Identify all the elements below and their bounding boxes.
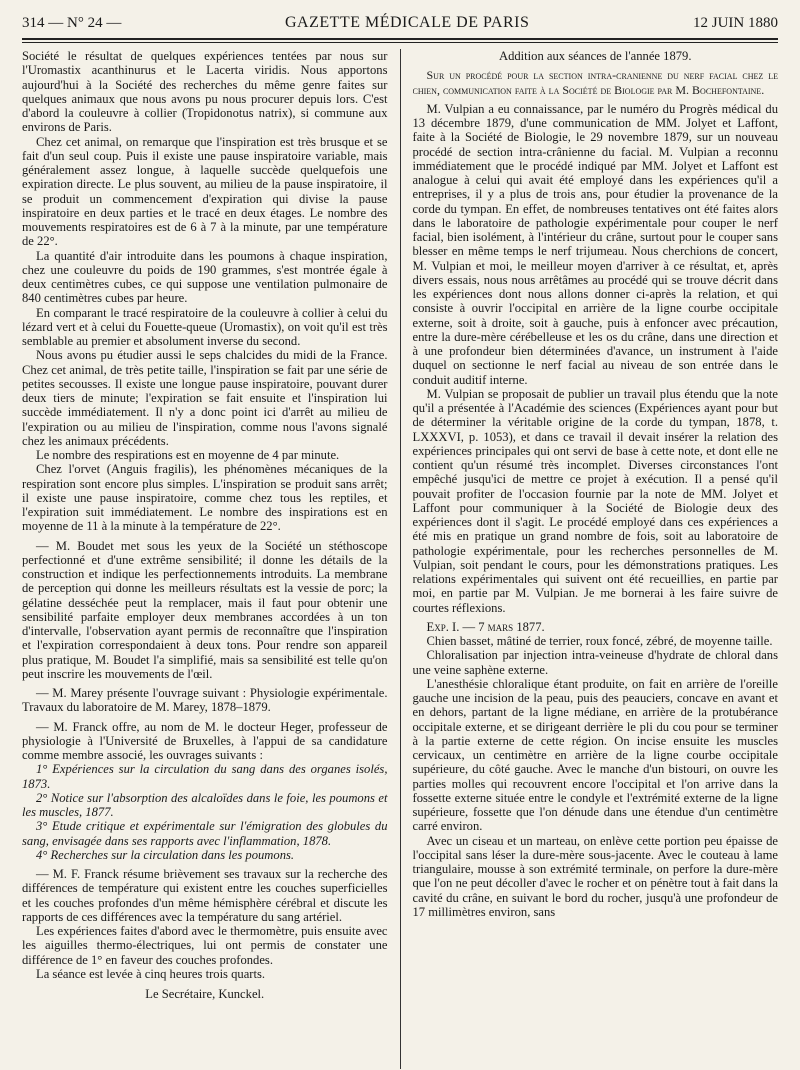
- paragraph: Société le résultat de quelques expériences tentées par nous sur l'Uromastix acanthinurus et le Lacerta viridis. Nous apportons aujourd'hui à la Société des recherches du même genre faites sur quelques animaux que nous avons pu nous procurer depuis lors. C'est d'abord la couleuvre à collier (Tropidonotus natrix), si commune aux environs de Paris.: [22, 49, 388, 135]
- paragraph: — M. Marey présente l'ouvrage suivant : Physiologie expérimentale. Travaux du laboratoire de M. Marey, 1878–1879.: [22, 686, 388, 715]
- paragraph: En comparant le tracé respiratoire de la couleuvre à collier à celui du lézard vert et à celui du Fouette-queue (Uromastix), on voit qu'il est très semblable au premier et absolument inverse du second.: [22, 305, 388, 348]
- paragraph: Chien basset, mâtiné de terrier, roux foncé, zébré, de moyenne taille.: [426, 634, 773, 648]
- paragraph: Chloralisation par injection intra-veineuse d'hydrate de chloral dans une veine saphène externe.: [412, 648, 778, 677]
- paragraph: La quantité d'air introduite dans les poumons à chaque inspiration, chez une couleuvre du poids de 190 grammes, s'est montrée égale à deux centimètres cubes, ce qui suppose une ventilation pulmonaire de 840 centimètres cubes par heure.: [22, 248, 388, 306]
- paragraph: Les expériences faites d'abord avec le thermomètre, puis ensuite avec les aiguilles thermo-électriques, lui ont permis de constater une différence de 1° en faveur des couches profondes.: [22, 924, 388, 967]
- paragraph: Chez l'orvet (Anguis fragilis), les phénomènes mécaniques de la respiration sont encore plus simples. L'inspiration se produit sans arrêt; il existe une pause inspiratoire, comme chez tous les reptiles, et l'expiration suit immédiatement. Le nombre des inspirations est en moyenne de 11 à la minute à la température de 22°.: [22, 462, 388, 534]
- issue-date: 12 JUIN 1880: [693, 15, 778, 31]
- paragraph: — M. F. Franck résume brièvement ses travaux sur la recherche des différences de température qui existent entre les couches superficielles et les couches profondes d'un même hémisphère cérébral et discute les rapports de ces différences avec la température du sang artériel.: [22, 867, 388, 924]
- paragraph: Nous avons pu étudier aussi le seps chalcides du midi de la France. Chez cet animal, de très petite taille, l'inspiration se fait par une série de petites secousses. Il existe une longue pause inspiratoire, pouvant durer deux tiers de minute; l'expiration se fait ensuite et l'inspiration lui succède immédiatement. Il n'y a donc point ici d'arrêt au milieu de l'expiration ou au milieu de l'inspiration, comme nous l'avons signalé chez les animaux précédents.: [22, 348, 388, 448]
- paragraph: L'anesthésie chloralique étant produite, on fait en arrière de l'oreille gauche une incision de la peau, puis des peauciers, concave en avant et en dehors, partant de la ligne médiane, en arrière de la protubérance occipitale externe, et se dirigeant derrière le pli du cou pour se terminer à la partie externe de cette région. On incise ensuite les muscles cervicaux, un centimètre en arrière de la ligne courbe occipitale supérieure, du côté gauche. Avec le manche d'un bistouri, on ouvre les parties molles qui recouvrent encore l'occipital et l'on arrive dans la fossette externe située entre le condyle et l'extrémité externe de la ligne supérieure, fossette que l'on dénude dans une étendue d'un centimètre carré environ.: [412, 676, 778, 834]
- header-rule-thin: [22, 42, 778, 43]
- page-header: [22, 14, 778, 34]
- list-item: 3° Etude critique et expérimentale sur l'émigration des globules du sang, envisagée dans ses rapports avec l'inflammation, 1878.: [22, 819, 388, 848]
- paragraph: — M. Boudet met sous les yeux de la Société un stéthoscope perfectionné et d'une extrême sensibilité; il donne les détails de la construction et indique les perfectionnements introduits. La membrane de perception qui donne les meilleurs résultats est la vessie de porc; la gélatine desséchée peut la remplacer, mais il faut pour obtenir une sensibilité parfaite employer deux membranes accordées à un ton d'intervalle, l'observation ayant permis de reconnaître que l'inspiration et l'expiration correspondaient à deux tons. Pour rendre son appareil plus pratique, M. Boudet l'a simplifié, mais sa sensibilité est telle qu'on peut inscrire les mouvements de l'œil.: [22, 538, 388, 681]
- paragraph: Chez cet animal, on remarque que l'inspiration est très brusque et se fait d'un seul coup. Puis il existe une pause inspiratoire variable, mais généralement assez longue, à laquelle succède quelquefois une expiration directe. Le plus souvent, au milieu de la pause inspiratoire, il se produit un commencement d'expiration qui divise la pause inspiratoire en deux parties et le tracé en deux étages. Le nombre des mouvements respiratoires est de 6 à 7 à la minute, par une température de 22°.: [22, 134, 388, 249]
- list-item: 4° Recherches sur la circulation dans les poumons.: [36, 847, 295, 862]
- article-title: Sur un procédé pour la section intra-cranienne du nerf facial chez le chien, communication faite à la Société de Biologie par M. Bochefontaine.: [412, 68, 778, 97]
- paragraph: Le nombre des respirations est en moyenne de 4 par minute.: [36, 448, 340, 462]
- list-item: 2° Notice sur l'absorption des alcaloïdes dans le foie, les poumons et les muscles, 1877.: [22, 790, 388, 819]
- signature: Le Secrétaire, Kunckel.: [145, 987, 265, 1001]
- list-item: 1° Expériences sur la circulation du sang dans des organes isolés, 1873.: [22, 762, 388, 791]
- column-divider: [400, 49, 401, 1069]
- section-heading: Addition aux séances de l'année 1879.: [498, 49, 692, 63]
- paragraph: Avec un ciseau et un marteau, on enlève cette portion peu épaisse de l'occipital sans léser la dure-mère sous-jacente. Avec le couteau à lame triangulaire, mousse à son extrémité terminale, on perfore la dure-mère que l'on ne peut décoller d'avec le rocher et on pénètre tout à fait dans la cavité du crâne, en suivant le bord du rocher, jusqu'à une profondeur de 17 millimètres environ, sans: [412, 833, 778, 919]
- paragraph: La séance est levée à cinq heures trois quarts.: [36, 966, 266, 981]
- experiment-heading: Exp. I. — 7 mars 1877.: [426, 619, 545, 634]
- paragraph: M. Vulpian a eu connaissance, par le numéro du Progrès médical du 13 décembre 1879, d'une communication de MM. Jolyet et Laffont, faite à la Société de Biologie, le 29 novembre 1879, sur un nouveau procédé de section intra-crânienne du facial. M. Vulpian a reconnu immédiatement que le procédé indiqué par MM. Jolyet et Laffont est analogue à celui qui avait été employé dans les expériences qu'il a entreprises, il y a plus de trois ans, pour étudier la provenance de la corde du tympan. En effet, de nombreuses tentatives ont été faites alors dans le laboratoire de pathologie expérimentale pour couper le nerf facial, bien isolément, à l'intérieur du crâne, surtout pour le couper sans blesser en même temps le nerf trijumeau. Nous cherchions de concert, M. Vulpian et moi, le meilleur moyen d'arriver à ce résultat, et, après divers essais, nous nous arrêtâmes au procédé qui se trouve décrit dans les expériences dont nous allons donner ci-après la relation, et qui consiste à ouvrir l'occipital en arrière de la ligne courbe occipitale externe, soit à droite, soit à gauche, puis à enfoncer avec précaution, entre la dure-mère cérébelleuse et les os du crâne, dans une direction et à une profondeur bien déterminées d'avance, un instrument à l'aide duquel on sectionne le nerf facial au niveau de son entrée dans le conduit auditif interne.: [412, 101, 778, 387]
- columns: [22, 49, 778, 1069]
- paragraph: M. Vulpian se proposait de publier un travail plus étendu que la note qu'il a présentée à l'Académie des sciences (Expériences ayant pour but de déterminer la véritable origine de la corde du tympan, 1878, t. LXXXVI, p. 1053), et dans ce travail il devait insérer la relation des expériences principales qui ont servi de base à cette note, et dont elle ne contient qu'un résumé très incomplet. Diverses circonstances l'ont empêché jusqu'ici de mettre ce projet à exécution. Il a pensé qu'il pouvait profiter de l'occasion fournie par la note de MM. Jolyet et Laffont pour communiquer à la Société de Biologie deux des expériences dont il s'agit. Le procédé employé dans ces expériences a été mis en pratique un grand nombre de fois, soit au laboratoire de pathologie expérimentale, pour les recherches personnelles de M. Vulpian, soit pendant le cours, pour les démonstrations pratiques. Les relations expérimentales qui suivent ont été recueillies, en partie par moi, en partie par M. Vulpian. Je me bornerai à les faire suivre de courtes réflexions.: [412, 386, 778, 615]
- right-column: [413, 49, 779, 1069]
- paragraph: — M. Franck offre, au nom de M. le docteur Heger, professeur de physiologie à l'Université de Bruxelles, à l'appui de sa candidature comme membre associé, les ouvrages suivants :: [22, 719, 388, 762]
- journal-title: GAZETTE MÉDICALE DE PARIS: [285, 14, 530, 31]
- page-number: 314 — N° 24 —: [22, 15, 122, 31]
- left-column: [22, 49, 388, 1069]
- header-rule: [22, 38, 778, 40]
